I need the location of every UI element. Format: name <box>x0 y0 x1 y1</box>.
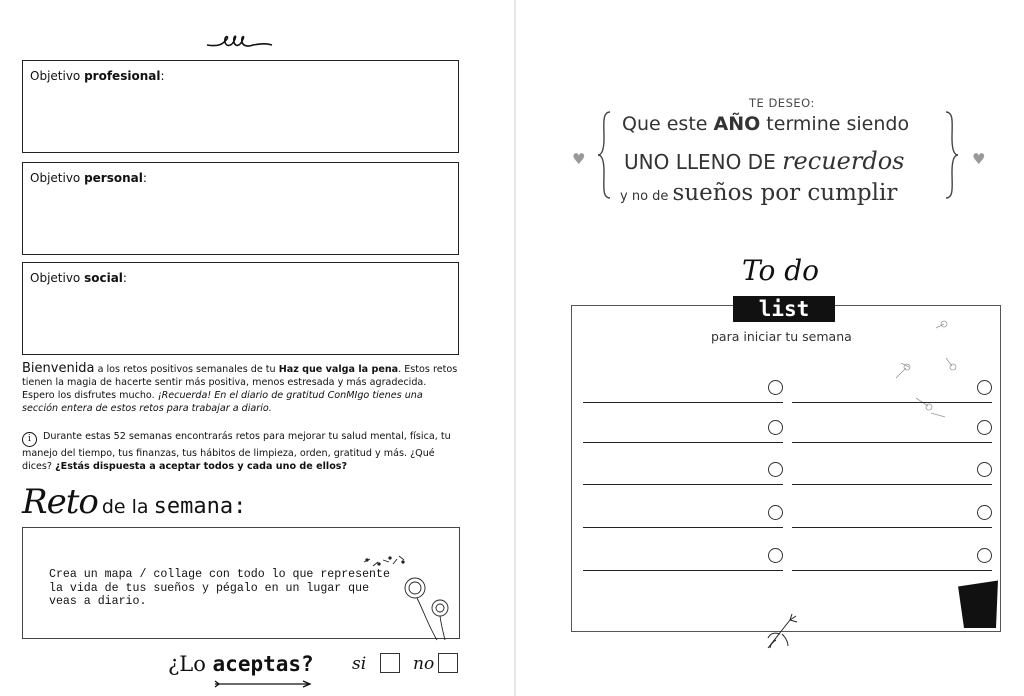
info-icon: i <box>22 432 37 447</box>
objective-professional-label: Objetivo profesional: <box>30 69 165 83</box>
todo-item[interactable] <box>792 462 992 492</box>
wish-line-2: UNO LLENO DE recuerdos <box>624 147 905 175</box>
todo-line <box>583 570 783 571</box>
objective-personal-label: Objetivo personal: <box>30 171 147 185</box>
todo-item[interactable] <box>583 505 783 535</box>
reto-semana: semana: <box>153 494 247 519</box>
dandelion-sprig-icon <box>762 612 802 652</box>
todo-item[interactable] <box>583 462 783 492</box>
todo-checkbox[interactable] <box>768 505 783 520</box>
no-label: no <box>413 654 435 674</box>
todo-line <box>792 402 992 403</box>
challenge-box <box>22 527 460 639</box>
floating-seeds-illustration <box>876 318 966 428</box>
todo-line <box>583 402 783 403</box>
no-checkbox[interactable] <box>438 653 458 673</box>
todo-line <box>792 442 992 443</box>
wish-line-1: Que este AÑO termine siendo <box>622 113 910 135</box>
todo-line <box>792 570 992 571</box>
right-page <box>516 0 1024 696</box>
todo-item[interactable] <box>583 420 783 450</box>
wish-line-3: y no de sueños por cumplir <box>620 180 898 206</box>
todo-item[interactable] <box>583 548 783 578</box>
todo-item[interactable] <box>792 548 992 578</box>
todo-checkbox[interactable] <box>977 380 992 395</box>
reto-title <box>22 482 322 522</box>
todo-line <box>583 527 783 528</box>
yes-checkbox[interactable] <box>380 653 400 673</box>
challenge-text: Crea un mapa / collage con todo lo que represente la vida de tus sueños y pégalo en un lugar que veas a diario. <box>49 568 390 608</box>
left-brace-icon <box>596 110 612 200</box>
todo-checkbox[interactable] <box>768 548 783 563</box>
accept-question: ¿Lo aceptas? <box>168 652 314 676</box>
todo-line <box>583 484 783 485</box>
todo-checkbox[interactable] <box>768 380 783 395</box>
todo-item[interactable] <box>792 420 992 450</box>
todo-checkbox[interactable] <box>768 462 783 477</box>
todo-line <box>583 442 783 443</box>
todo-checkbox[interactable] <box>977 420 992 435</box>
reto-de: de la <box>101 496 149 518</box>
flourish-ornament <box>205 32 275 50</box>
page-curl-icon <box>956 578 1002 634</box>
yes-label: si <box>352 654 367 674</box>
arrow-underline-icon <box>213 680 315 688</box>
todo-item[interactable] <box>583 380 783 410</box>
todo-checkbox[interactable] <box>977 462 992 477</box>
right-brace-icon <box>944 110 960 200</box>
todo-checkbox[interactable] <box>977 548 992 563</box>
todo-item[interactable] <box>792 505 992 535</box>
objective-social-label: Objetivo social: <box>30 271 127 285</box>
heart-icon: ♥ <box>572 150 586 168</box>
info-paragraph: i Durante estas 52 semanas encontrarás retos para mejorar tu salud mental, física, tu manejo del tiempo, tus finanzas, tus hábitos de limpieza, orden, gratitud y más. ¿Qué dices? ¿Estás dispuesta a aceptar todos y cada uno de ellos? <box>22 431 451 472</box>
todo-checkbox[interactable] <box>768 420 783 435</box>
todo-checkbox[interactable] <box>977 505 992 520</box>
todo-item[interactable] <box>792 380 992 410</box>
todo-line <box>792 484 992 485</box>
intro-paragraph: Bienvenida a los retos positivos semanales de tu Haz que valga la pena. Estos retos tienen la magia de hacerte sentir más positiva, menos estresada y más agradecida. Espero los disfrutes mucho. ¡Recuerda! En el diario de gratitud ConMIgo tienes una sección entera de estos retos para trabajar a diario. <box>22 361 458 414</box>
todo-list-tag: list <box>733 296 835 322</box>
objective-personal-box[interactable] <box>22 162 459 255</box>
todo-subtitle: para iniciar tu semana <box>711 329 852 344</box>
todo-line <box>792 527 992 528</box>
objective-professional-box[interactable] <box>22 60 459 153</box>
objective-social-box[interactable] <box>22 262 459 355</box>
wish-header: TE DESEO: <box>749 96 815 110</box>
reto-script: Reto <box>22 482 98 522</box>
todo-script-title: To do <box>742 254 820 287</box>
dandelion-illustration <box>359 542 459 642</box>
heart-icon: ♥ <box>972 150 986 168</box>
